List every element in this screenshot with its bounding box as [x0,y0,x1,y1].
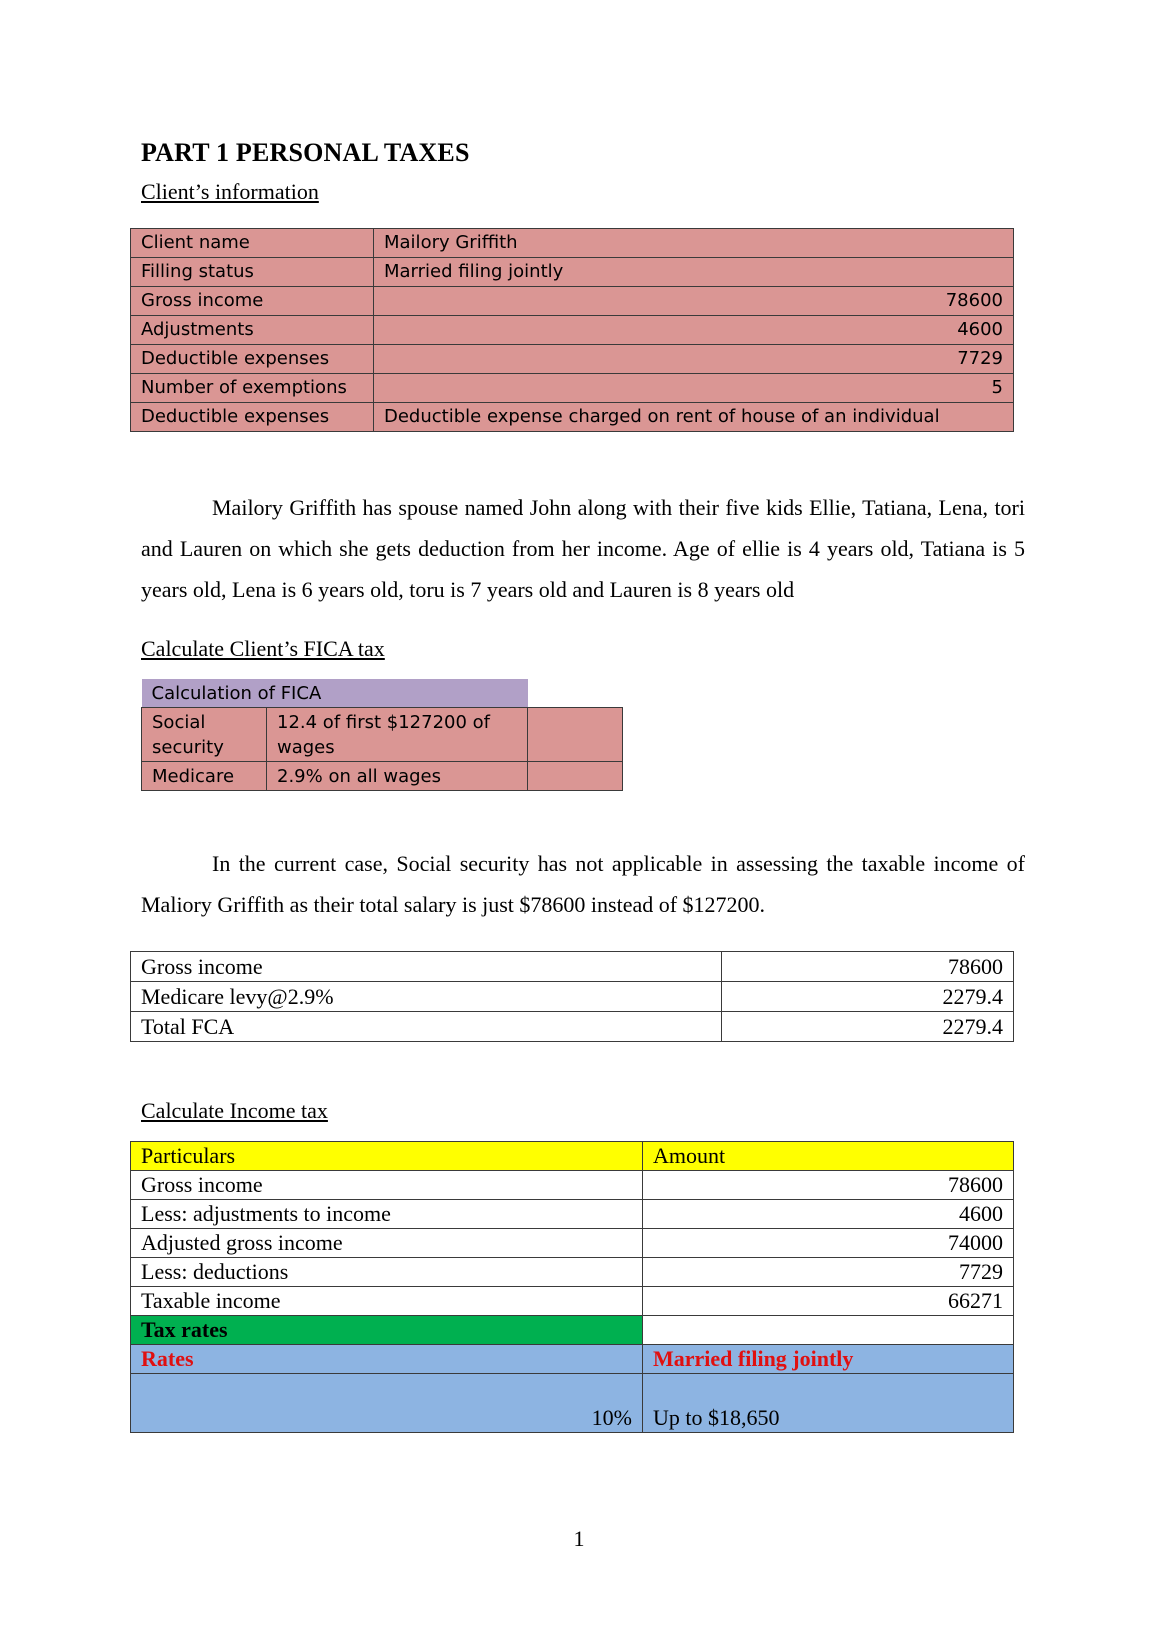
adjustments-label: Adjustments [131,316,374,345]
medicare-value [528,762,623,791]
fica-table-header [142,679,623,708]
client-name-label: Client name [131,229,374,258]
gross-income-value: 78600 [643,1171,1014,1200]
filing-status-value: Married filing jointly [374,258,1014,287]
table-row [131,258,1014,287]
exemptions-value: 5 [374,374,1014,403]
gross-income-value: 78600 [374,287,1014,316]
fca-table [130,951,1014,1042]
table-row [131,1287,1014,1316]
table-row [131,1345,1014,1374]
bracket-range: Up to $18,650 [643,1374,1014,1433]
social-security-paragraph-text: In the current case, Social security has not applicable in assessing the taxable income of Maliory Griffith as their total salary is just $78600 instead of $127200. [141,851,1025,917]
deductible-expenses-desc: Deductible expense charged on rent of house of an individual [374,403,1014,432]
table-row [131,403,1014,432]
adjustments-value: 4600 [374,316,1014,345]
fica-heading: Calculate Client’s FICA tax [141,636,385,661]
deductible-expenses-value: 7729 [374,345,1014,374]
client-info-heading: Client’s information [141,179,319,204]
gross-income-label: Gross income [131,287,374,316]
adjusted-gross-income-value: 74000 [643,1229,1014,1258]
fica-table-title: Calculation of FICA [142,679,528,708]
page-number: 1 [573,1526,585,1551]
table-row [131,952,1014,982]
total-fca-label: Total FCA [131,1012,722,1042]
adjustments-label: Less: adjustments to income [131,1200,643,1229]
client-info-table [130,228,1014,432]
table-row [131,982,1014,1012]
table-row [142,762,623,791]
table-row [131,345,1014,374]
fica-table [141,679,623,791]
adjustments-value: 4600 [643,1200,1014,1229]
table-row [131,1258,1014,1287]
filing-status-column-label: Married filing jointly [643,1345,1014,1374]
tax-rates-label: Tax rates [131,1316,643,1345]
table-row [142,708,623,762]
social-security-value [528,708,623,762]
deductions-label: Less: deductions [131,1258,643,1287]
table-row [131,1229,1014,1258]
medicare-label: Medicare [142,762,267,791]
social-security-desc: 12.4 of first $127200 of wages [267,708,528,762]
deductions-value: 7729 [643,1258,1014,1287]
family-paragraph-text: Mailory Griffith has spouse named John along with their five kids Ellie, Tatiana, Lena, tori and Lauren on which she gets deduction from her income. Age of ellie is 4 years old, Tatiana is 5 years old, Lena is 6 years old, toru is 7 years old and Lauren is 8 years old [141,495,1025,602]
taxable-income-label: Taxable income [131,1287,643,1316]
income-tax-header-row [131,1142,1014,1171]
table-row [131,1012,1014,1042]
income-tax-table [130,1141,1014,1433]
page-title: PART 1 PERSONAL TAXES [141,138,470,167]
amount-header: Amount [643,1142,1014,1171]
total-fca-value: 2279.4 [722,1012,1014,1042]
table-row [131,1316,1014,1345]
family-paragraph [141,487,1025,610]
exemptions-label: Number of exemptions [131,374,374,403]
client-name-value: Mailory Griffith [374,229,1014,258]
table-row [131,316,1014,345]
deductible-expenses-label: Deductible expenses [131,403,374,432]
taxable-income-value: 66271 [643,1287,1014,1316]
table-row [131,287,1014,316]
social-security-label: Social security [142,708,267,762]
table-row [131,1200,1014,1229]
fca-gross-income-label: Gross income [131,952,722,982]
social-security-paragraph [141,843,1025,925]
gross-income-label: Gross income [131,1171,643,1200]
bracket-rate: 10% [131,1374,643,1433]
income-tax-heading: Calculate Income tax [141,1098,328,1123]
table-row [131,374,1014,403]
medicare-levy-label: Medicare levy@2.9% [131,982,722,1012]
table-row [131,1374,1014,1433]
filing-status-label: Filling status [131,258,374,287]
table-row [131,229,1014,258]
deductible-expenses-label: Deductible expenses [131,345,374,374]
medicare-desc: 2.9% on all wages [267,762,528,791]
medicare-levy-value: 2279.4 [722,982,1014,1012]
table-row [131,1171,1014,1200]
rates-label: Rates [131,1345,643,1374]
fca-gross-income-value: 78600 [722,952,1014,982]
adjusted-gross-income-label: Adjusted gross income [131,1229,643,1258]
particulars-header: Particulars [131,1142,643,1171]
